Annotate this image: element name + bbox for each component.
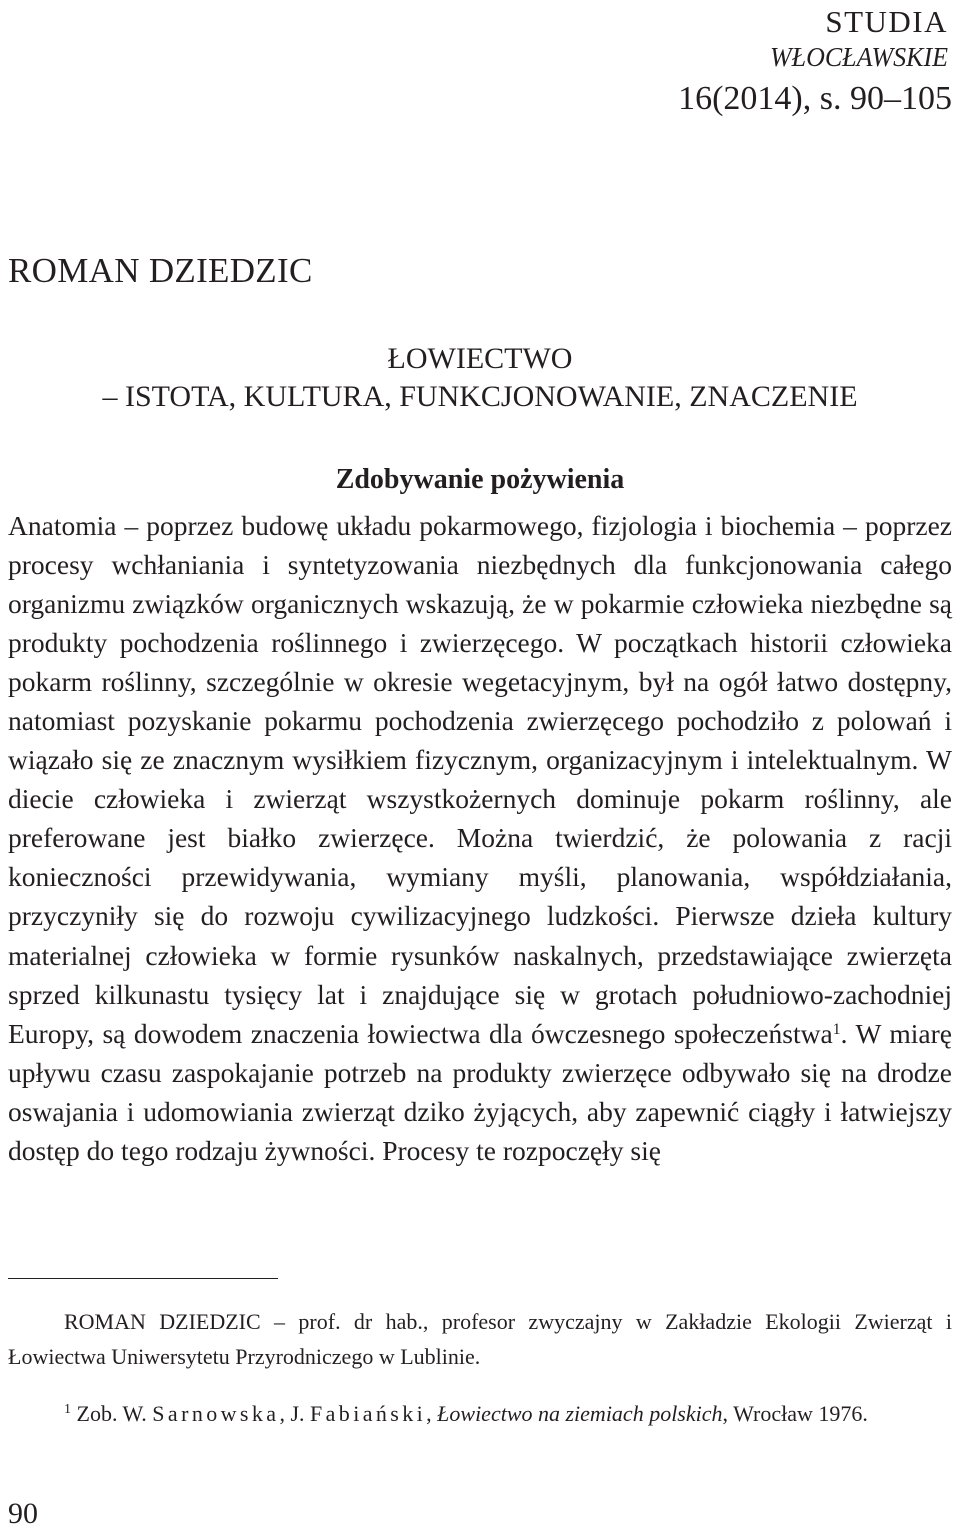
footnote-author-1: Sarnowska xyxy=(152,1401,280,1426)
footnote-1 xyxy=(8,1396,952,1431)
footnote-comma: , xyxy=(426,1401,432,1426)
journal-logo-wordmark xyxy=(760,2,952,72)
footnote-place-year: , Wrocław 1976. xyxy=(722,1401,868,1426)
article-body-paragraph xyxy=(8,506,952,1170)
footnote-separator xyxy=(8,1278,278,1279)
logo-line-wloclawskie: WŁOCŁAWSKIE xyxy=(770,42,949,72)
article-title-line-2: – ISTOTA, KULTURA, FUNKCJONOWANIE, ZNACZENIE xyxy=(102,380,858,413)
body-text-part-1: Anatomia – poprzez budowę układu pokarmowego, fizjologia i biochemia – poprzez procesy wchłaniania i syntetyzowania niezbędnych dla funkcjonowania całego organizmu związków organicznych wskazują, że w pokarmie człowieka niezbędne są produkty pochodzenia roślinnego i zwierzęcego. W początkach historii człowieka pokarm roślinny, szczególnie w okresie wegetacyjnym, był na ogół łatwo dostępny, natomiast pozyskanie pokarmu pochodzenia zwierzęcego pochodziło z polowań i wiązało się ze znacznym wysiłkiem fizycznym, organizacyjnym i intelektualnym. W diecie człowieka i zwierząt wszystkożernych dominuje pokarm roślinny, ale preferowane jest białko zwierzęce. Można twierdzić, że polowania z racji konieczności przewidywania, wymiany myśli, planowania, współdziałania, przyczyniły się do rozwoju cywilizacyjnego ludzkości. Pierwsze dzieła kultury materialnej człowieka w formie rysunków naskalnych, przedstawiające zwierzęta sprzed kilkunastu tysięcy lat i znajdujące się w grotach południowo-zachodniej Europy, są dowodem znaczenia łowiectwa dla ówczesnego społeczeństwa xyxy=(8,510,952,1049)
body-text-part-2: . W miarę upływu czasu zaspokajanie potrzeb na produkty zwierzęce odbywało się na drodze oswajania i udomowiania zwierząt dziko żyjących, aby zapewnić ciągły i łatwiejszy dostęp do tego rodzaju żywności. Procesy te rozpoczęły się xyxy=(8,1017,952,1166)
article-title-line-1: ŁOWIECTWO xyxy=(387,342,573,375)
journal-citation: 16(2014), s. 90–105 xyxy=(678,80,952,117)
page-number: 90 xyxy=(8,1497,38,1530)
footnote-separator-text: , J. xyxy=(279,1401,305,1426)
article-author: ROMAN DZIEDZIC xyxy=(8,251,313,290)
footnote-prefix: Zob. W. xyxy=(76,1401,147,1426)
journal-logo xyxy=(760,2,952,72)
footnote-reference[interactable]: 1 xyxy=(832,1020,841,1038)
footnote-number: 1 xyxy=(64,1402,71,1417)
footnote-author-2: Fabiański xyxy=(310,1401,427,1426)
section-heading: Zdobywanie pożywienia xyxy=(335,464,625,495)
logo-line-studia: STUDIA xyxy=(825,4,948,39)
footnote-book-title: Łowiectwo na ziemiach polskich xyxy=(437,1401,723,1426)
author-note: ROMAN DZIEDZIC – prof. dr hab., profesor zwyczajny w Zakładzie Ekologii Zwierząt i Łowiectwa Uniwersytetu Przyrodniczego w Lublinie. xyxy=(8,1309,952,1369)
